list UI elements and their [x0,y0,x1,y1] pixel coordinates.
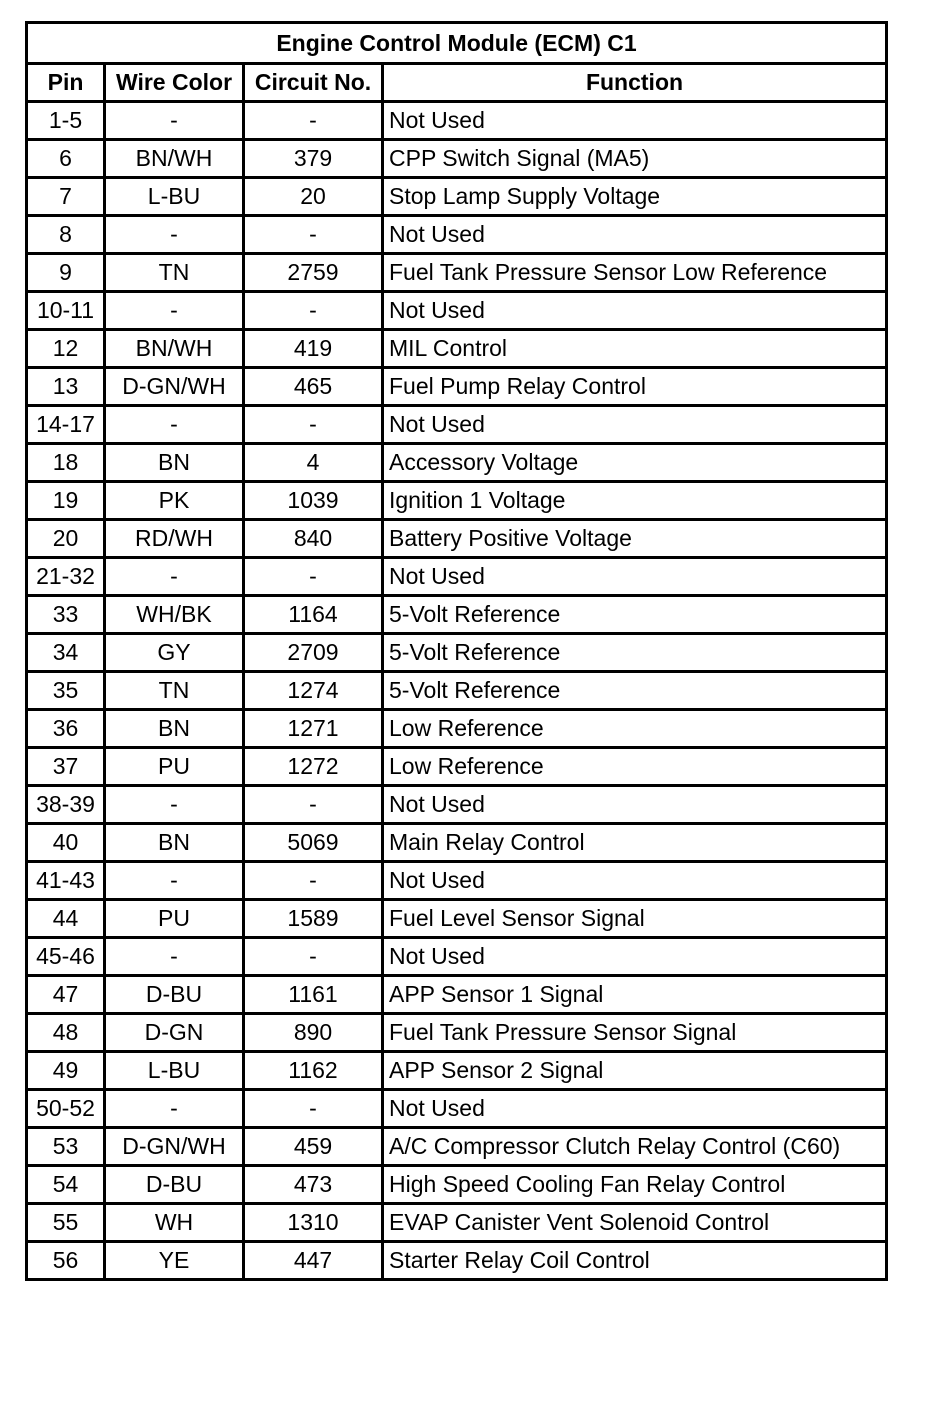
cell-wire-color: - [105,786,244,824]
table-row [27,824,887,862]
cell-wire-color: BN [105,444,244,482]
table-row [27,1204,887,1242]
cell-circuit-no: - [244,558,383,596]
table-row [27,634,887,672]
table-row [27,672,887,710]
cell-wire-color: D-GN/WH [105,1128,244,1166]
cell-function: 5-Volt Reference [383,596,887,634]
cell-circuit-no: - [244,1090,383,1128]
table-header-row [27,64,887,102]
cell-circuit-no: 2709 [244,634,383,672]
cell-pin: 45-46 [27,938,105,976]
cell-function: Not Used [383,862,887,900]
table-row [27,1014,887,1052]
cell-circuit-no: 20 [244,178,383,216]
cell-wire-color: BN/WH [105,140,244,178]
cell-wire-color: - [105,102,244,140]
cell-pin: 14-17 [27,406,105,444]
cell-function: Not Used [383,216,887,254]
cell-pin: 33 [27,596,105,634]
cell-wire-color: BN/WH [105,330,244,368]
cell-wire-color: PU [105,900,244,938]
cell-pin: 12 [27,330,105,368]
ecm-connector-table-wrapper [25,21,885,1281]
cell-function: Battery Positive Voltage [383,520,887,558]
table-body [27,102,887,1280]
cell-function: High Speed Cooling Fan Relay Control [383,1166,887,1204]
table-row [27,140,887,178]
cell-circuit-no: 1272 [244,748,383,786]
table-row [27,748,887,786]
cell-pin: 53 [27,1128,105,1166]
column-header-circuit-no: Circuit No. [244,64,383,102]
cell-function: MIL Control [383,330,887,368]
cell-function: Fuel Tank Pressure Sensor Signal [383,1014,887,1052]
cell-pin: 49 [27,1052,105,1090]
table-row [27,786,887,824]
cell-wire-color: D-GN [105,1014,244,1052]
cell-circuit-no: 473 [244,1166,383,1204]
cell-circuit-no: 419 [244,330,383,368]
cell-wire-color: YE [105,1242,244,1280]
cell-circuit-no: 1162 [244,1052,383,1090]
column-header-pin: Pin [27,64,105,102]
table-row [27,102,887,140]
cell-function: Fuel Tank Pressure Sensor Low Reference [383,254,887,292]
cell-pin: 47 [27,976,105,1014]
cell-circuit-no: 1310 [244,1204,383,1242]
cell-pin: 35 [27,672,105,710]
table-row [27,900,887,938]
cell-circuit-no: - [244,216,383,254]
cell-pin: 34 [27,634,105,672]
cell-function: A/C Compressor Clutch Relay Control (C60) [383,1128,887,1166]
cell-function: Not Used [383,1090,887,1128]
cell-function: 5-Volt Reference [383,672,887,710]
cell-function: Not Used [383,406,887,444]
cell-function: EVAP Canister Vent Solenoid Control [383,1204,887,1242]
cell-function: Stop Lamp Supply Voltage [383,178,887,216]
cell-wire-color: D-GN/WH [105,368,244,406]
cell-function: Fuel Pump Relay Control [383,368,887,406]
cell-pin: 48 [27,1014,105,1052]
cell-wire-color: WH/BK [105,596,244,634]
cell-circuit-no: 1039 [244,482,383,520]
cell-wire-color: D-BU [105,976,244,1014]
cell-wire-color: PK [105,482,244,520]
cell-circuit-no: 1161 [244,976,383,1014]
cell-pin: 56 [27,1242,105,1280]
cell-circuit-no: 447 [244,1242,383,1280]
cell-circuit-no: 840 [244,520,383,558]
cell-function: Not Used [383,786,887,824]
cell-function: Starter Relay Coil Control [383,1242,887,1280]
cell-function: Not Used [383,292,887,330]
cell-wire-color: BN [105,710,244,748]
cell-pin: 44 [27,900,105,938]
cell-pin: 8 [27,216,105,254]
cell-pin: 20 [27,520,105,558]
cell-function: Ignition 1 Voltage [383,482,887,520]
cell-circuit-no: 4 [244,444,383,482]
cell-pin: 6 [27,140,105,178]
cell-circuit-no: 2759 [244,254,383,292]
cell-pin: 7 [27,178,105,216]
cell-circuit-no: - [244,406,383,444]
cell-function: APP Sensor 1 Signal [383,976,887,1014]
cell-wire-color: RD/WH [105,520,244,558]
cell-circuit-no: - [244,786,383,824]
cell-pin: 36 [27,710,105,748]
cell-circuit-no: 1164 [244,596,383,634]
cell-function: Low Reference [383,710,887,748]
cell-circuit-no: 890 [244,1014,383,1052]
table-row [27,254,887,292]
cell-pin: 40 [27,824,105,862]
cell-circuit-no: 459 [244,1128,383,1166]
table-row [27,1242,887,1280]
table-row [27,558,887,596]
cell-pin: 50-52 [27,1090,105,1128]
table-row [27,1090,887,1128]
ecm-connector-table [25,21,888,1281]
cell-wire-color: L-BU [105,178,244,216]
table-row [27,330,887,368]
cell-wire-color: WH [105,1204,244,1242]
cell-function: Low Reference [383,748,887,786]
cell-pin: 13 [27,368,105,406]
cell-wire-color: PU [105,748,244,786]
cell-wire-color: D-BU [105,1166,244,1204]
column-header-function: Function [383,64,887,102]
cell-pin: 1-5 [27,102,105,140]
cell-function: Not Used [383,938,887,976]
cell-function: APP Sensor 2 Signal [383,1052,887,1090]
table-row [27,292,887,330]
cell-circuit-no: - [244,862,383,900]
cell-circuit-no: - [244,102,383,140]
table-row [27,862,887,900]
cell-function: CPP Switch Signal (MA5) [383,140,887,178]
cell-function: 5-Volt Reference [383,634,887,672]
cell-pin: 10-11 [27,292,105,330]
cell-circuit-no: - [244,938,383,976]
cell-wire-color: L-BU [105,1052,244,1090]
cell-circuit-no: 1274 [244,672,383,710]
table-row [27,216,887,254]
cell-wire-color: TN [105,672,244,710]
cell-wire-color: - [105,862,244,900]
cell-circuit-no: 1589 [244,900,383,938]
cell-circuit-no: 1271 [244,710,383,748]
cell-pin: 54 [27,1166,105,1204]
column-header-wire-color: Wire Color [105,64,244,102]
cell-circuit-no: 5069 [244,824,383,862]
cell-wire-color: - [105,558,244,596]
cell-wire-color: - [105,406,244,444]
table-row [27,1128,887,1166]
table-row [27,976,887,1014]
cell-wire-color: - [105,1090,244,1128]
table-row [27,938,887,976]
cell-pin: 9 [27,254,105,292]
cell-function: Not Used [383,102,887,140]
cell-wire-color: GY [105,634,244,672]
cell-function: Not Used [383,558,887,596]
table-row [27,178,887,216]
cell-function: Accessory Voltage [383,444,887,482]
table-title: Engine Control Module (ECM) C1 [27,23,887,64]
table-row [27,368,887,406]
cell-pin: 21-32 [27,558,105,596]
table-title-row [27,23,887,64]
cell-pin: 18 [27,444,105,482]
cell-pin: 37 [27,748,105,786]
cell-wire-color: TN [105,254,244,292]
cell-pin: 41-43 [27,862,105,900]
cell-wire-color: - [105,938,244,976]
table-row [27,710,887,748]
cell-wire-color: BN [105,824,244,862]
table-row [27,596,887,634]
cell-function: Main Relay Control [383,824,887,862]
cell-circuit-no: 379 [244,140,383,178]
cell-circuit-no: 465 [244,368,383,406]
cell-wire-color: - [105,216,244,254]
table-row [27,482,887,520]
cell-pin: 19 [27,482,105,520]
cell-function: Fuel Level Sensor Signal [383,900,887,938]
table-row [27,406,887,444]
cell-pin: 38-39 [27,786,105,824]
table-row [27,520,887,558]
table-row [27,1052,887,1090]
table-row [27,1166,887,1204]
cell-pin: 55 [27,1204,105,1242]
table-row [27,444,887,482]
cell-wire-color: - [105,292,244,330]
cell-circuit-no: - [244,292,383,330]
